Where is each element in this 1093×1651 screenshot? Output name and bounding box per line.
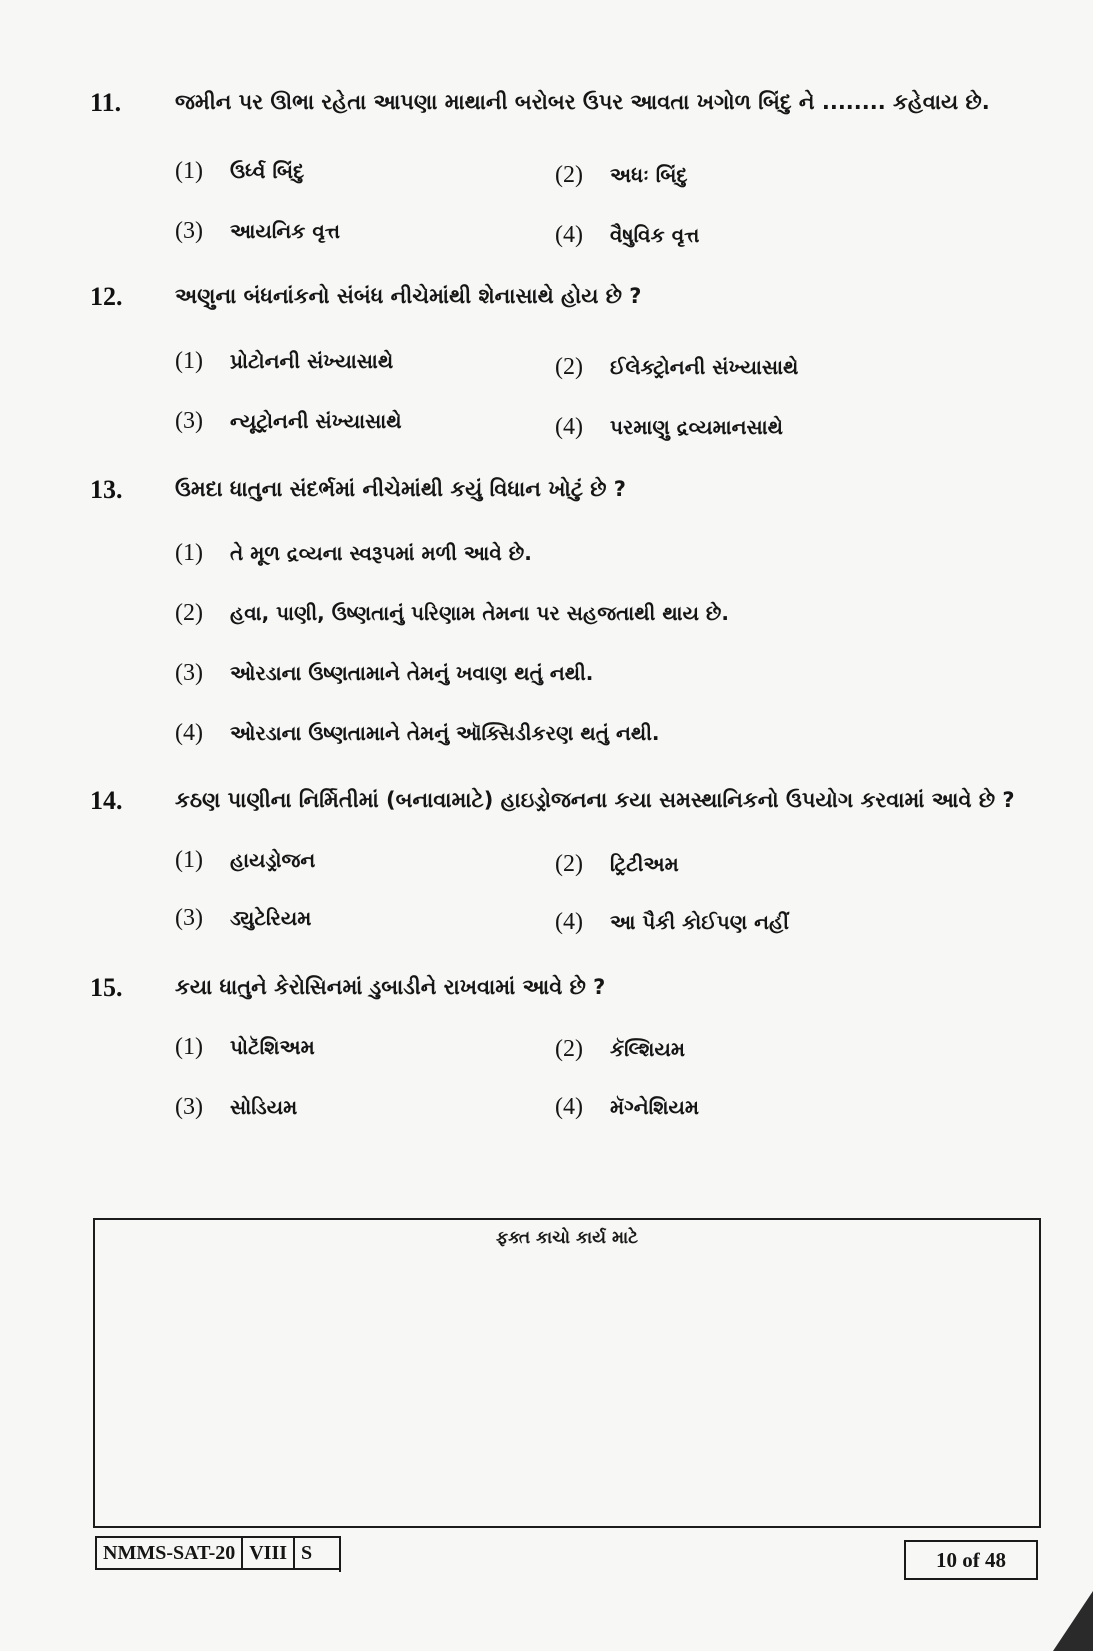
page-number: 10 of 48 [904,1540,1038,1580]
scan-corner-shadow [1053,1591,1093,1651]
option-13-1[interactable] [175,540,532,567]
question-text: કઠણ પાણીના નિર્મિતીમાં (બનાવામાટે) હાઇડ્રોજનના કયા સમસ્થાનિકનો ઉપયોગ કરવામાં આવે છે ? [175,788,1015,812]
option-text: ઓરડાના ઉષ્ણતામાને તેમનું ખવાણ થતું નથી. [230,661,594,685]
option-number: (4) [555,222,583,248]
paper-code [95,1536,339,1572]
option-number: (3) [175,1094,203,1120]
series-cell [293,1536,341,1570]
option-15-4[interactable] [555,1094,699,1121]
question-text: ઉમદા ધાતુના સંદર્ભમાં નીચેમાંથી કયું વિધાન ખોટું છે ? [175,477,626,501]
option-number: (2) [555,354,583,380]
option-14-3[interactable] [175,905,311,932]
option-text: પરમાણુ દ્રવ્યમાનસાથે [610,415,783,439]
option-14-1[interactable] [175,847,315,874]
option-text: આયનિક વૃત્ત [230,219,341,243]
option-text: ટ્રિટીઅમ [610,852,679,876]
option-number: (3) [175,408,203,434]
option-number: (1) [175,847,203,873]
option-text: ડ્યુટેરિયમ [230,906,312,930]
option-text: મૅગ્નેશિયમ [610,1095,700,1119]
option-13-3[interactable] [175,660,593,687]
option-14-4[interactable] [555,909,789,936]
option-number: (2) [555,162,583,188]
standard: VIII [241,1536,295,1570]
option-text: સોડિયમ [230,1095,298,1119]
option-15-1[interactable] [175,1034,315,1061]
question-text: જમીન પર ઊભા રહેતા આપણા માથાની બરોબર ઉપર આવતા ખગોળ બિંદુ ને ........ કહેવાય છે. [175,90,990,114]
exam-code: NMMS-SAT-20 [95,1536,243,1570]
option-13-2[interactable] [175,600,729,627]
question-number: 12. [90,282,123,311]
option-text: અધઃ બિંદુ [610,163,688,187]
option-11-3[interactable] [175,218,340,245]
option-text: પોટૅશિઅમ [230,1035,315,1059]
option-number: (4) [555,1094,583,1120]
option-number: (4) [175,720,203,746]
option-13-4[interactable] [175,720,660,747]
option-text: કૅલ્શિયમ [610,1037,685,1061]
option-text: ન્યૂટ્રોનની સંખ્યાસાથે [230,409,402,433]
rough-work-title: ફક્ત કાચો કાર્ય માટે [495,1228,639,1248]
option-number: (1) [175,158,203,184]
option-14-2[interactable] [555,851,679,878]
question-text: અણુના બંધનાંકનો સંબંધ નીચેમાંથી શેનાસાથે હોય છે ? [175,284,642,308]
question-number: 11. [90,88,122,117]
question-number: 13. [90,475,123,504]
option-number: (1) [175,348,203,374]
option-number: (1) [175,540,203,566]
question-number: 15. [90,973,123,1002]
rough-work-box [93,1218,1041,1528]
option-number: (2) [555,851,583,877]
question-text: કયા ધાતુને કેરોસિનમાં ડુબાડીને રાખવામાં આવે છે ? [175,975,606,999]
option-number: (2) [555,1036,583,1062]
option-text: હવા, પાણી, ઉષ્ણતાનું પરિણામ તેમના પર સહજતાથી થાય છે. [230,601,729,625]
option-text: હાયડ્રોજન [230,848,316,872]
option-12-1[interactable] [175,348,393,375]
option-number: (3) [175,660,203,686]
option-text: વૈષુવિક વૃત્ત [610,223,700,247]
option-text: ઓરડાના ઉષ્ણતામાને તેમનું ઑક્સિડીકરણ થતું નથી. [230,721,660,745]
question-number: 14. [90,786,123,815]
option-number: (3) [175,905,203,931]
option-15-2[interactable] [555,1036,685,1063]
option-text: ઈલેક્ટ્રોનની સંખ્યાસાથે [610,355,799,379]
option-15-3[interactable] [175,1094,297,1121]
option-number: (4) [555,909,583,935]
option-12-4[interactable] [555,414,783,441]
option-12-2[interactable] [555,354,798,381]
series: S [301,1542,313,1564]
option-11-2[interactable] [555,162,688,189]
option-text: પ્રોટોનની સંખ્યાસાથે [230,349,394,373]
option-number: (1) [175,1034,203,1060]
option-number: (2) [175,600,203,626]
option-number: (3) [175,218,203,244]
option-11-1[interactable] [175,158,304,185]
option-text: આ પૈકી કોઈપણ નહીં [610,910,789,934]
option-text: તે મૂળ દ્રવ્યના સ્વરૂપમાં મળી આવે છે. [230,541,532,565]
option-12-3[interactable] [175,408,402,435]
option-text: ઉર્ધ્વ બિંદુ [230,159,305,183]
option-11-4[interactable] [555,222,699,249]
bracket-mark [331,1538,341,1572]
option-number: (4) [555,414,583,440]
